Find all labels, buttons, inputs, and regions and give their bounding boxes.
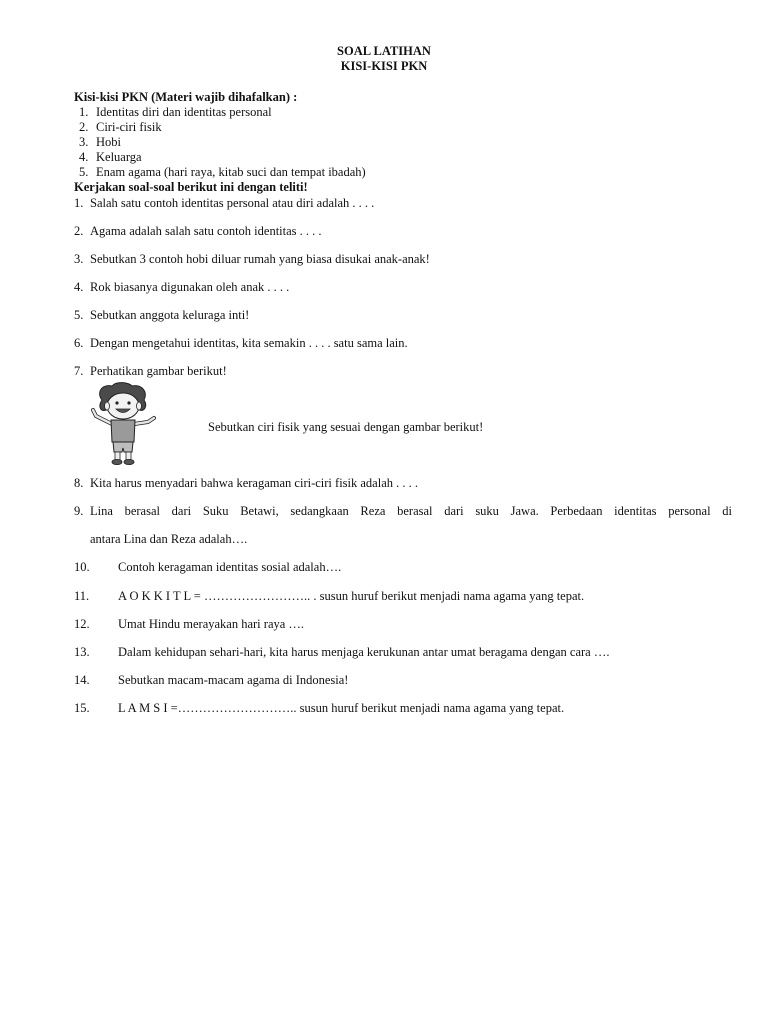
question-text: Umat Hindu merayakan hari raya …. — [118, 617, 305, 631]
cartoon-boy-illustration — [88, 382, 158, 466]
question-number: 2. — [74, 224, 84, 238]
question-number: 7. — [74, 364, 84, 378]
question-text: Lina berasal dari Suku Betawi, sedangkaan Reza berasal dari suku Jawa. Perbedaan identitas personal di — [90, 504, 732, 518]
question-text-continued: antara Lina dan Reza adalah…. — [90, 532, 248, 546]
page-title: SOAL LATIHAN — [337, 44, 431, 58]
kisi-item-text: Identitas diri dan identitas personal — [96, 105, 272, 119]
kisi-item-number: 4. — [79, 150, 89, 164]
page-subtitle: KISI-KISI PKN — [340, 59, 428, 73]
question-text: Perhatikan gambar berikut! — [90, 364, 227, 378]
question-number: 10. — [74, 560, 90, 574]
question-text: Rok biasanya digunakan oleh anak . . . . — [90, 280, 290, 294]
question-number: 1. — [74, 196, 84, 210]
question-number: 14. — [74, 673, 90, 687]
kisi-item-number: 5. — [79, 165, 89, 179]
question-number: 4. — [74, 280, 84, 294]
kisi-item-number: 1. — [79, 105, 89, 119]
question-number: 3. — [74, 252, 84, 266]
question-text: Kita harus menyadari bahwa keragaman ciri-ciri fisik adalah . . . . — [90, 476, 418, 490]
image-caption: Sebutkan ciri fisik yang sesuai dengan gambar berikut! — [208, 420, 484, 434]
question-text: Dalam kehidupan sehari-hari, kita harus menjaga kerukunan antar umat beragama dengan cara …. — [118, 645, 610, 659]
kisi-item-text: Hobi — [96, 135, 121, 149]
kisi-heading: Kisi-kisi PKN (Materi wajib dihafalkan) : — [74, 90, 298, 104]
question-number: 15. — [74, 701, 90, 715]
question-number: 13. — [74, 645, 90, 659]
question-number: 11. — [74, 589, 90, 603]
question-text: Salah satu contoh identitas personal atau diri adalah . . . . — [90, 196, 375, 210]
kisi-item-text: Ciri-ciri fisik — [96, 120, 162, 134]
question-text: Contoh keragaman identitas sosial adalah…. — [118, 560, 342, 574]
question-text: Sebutkan macam-macam agama di Indonesia! — [118, 673, 349, 687]
kisi-item-text: Keluarga — [96, 150, 142, 164]
question-number: 5. — [74, 308, 84, 322]
question-text: L A M S I =……………………….. susun huruf berikut menjadi nama agama yang tepat. — [118, 701, 565, 715]
question-number: 8. — [74, 476, 84, 490]
question-number: 9. — [74, 504, 84, 518]
question-text: Sebutkan 3 contoh hobi diluar rumah yang biasa disukai anak-anak! — [90, 252, 430, 266]
question-number: 12. — [74, 617, 90, 631]
question-text: Agama adalah salah satu contoh identitas . . . . — [90, 224, 322, 238]
question-text: Dengan mengetahui identitas, kita semakin . . . . satu sama lain. — [90, 336, 408, 350]
kisi-item-text: Enam agama (hari raya, kitab suci dan tempat ibadah) — [96, 165, 366, 179]
question-text: Sebutkan anggota keluraga inti! — [90, 308, 250, 322]
kisi-item-number: 3. — [79, 135, 89, 149]
kisi-item-number: 2. — [79, 120, 89, 134]
question-number: 6. — [74, 336, 84, 350]
question-text: A O K K I T L = …………………….. . susun huruf berikut menjadi nama agama yang tepat. — [118, 589, 585, 603]
instructions-text: Kerjakan soal-soal berikut ini dengan teliti! — [74, 180, 308, 194]
